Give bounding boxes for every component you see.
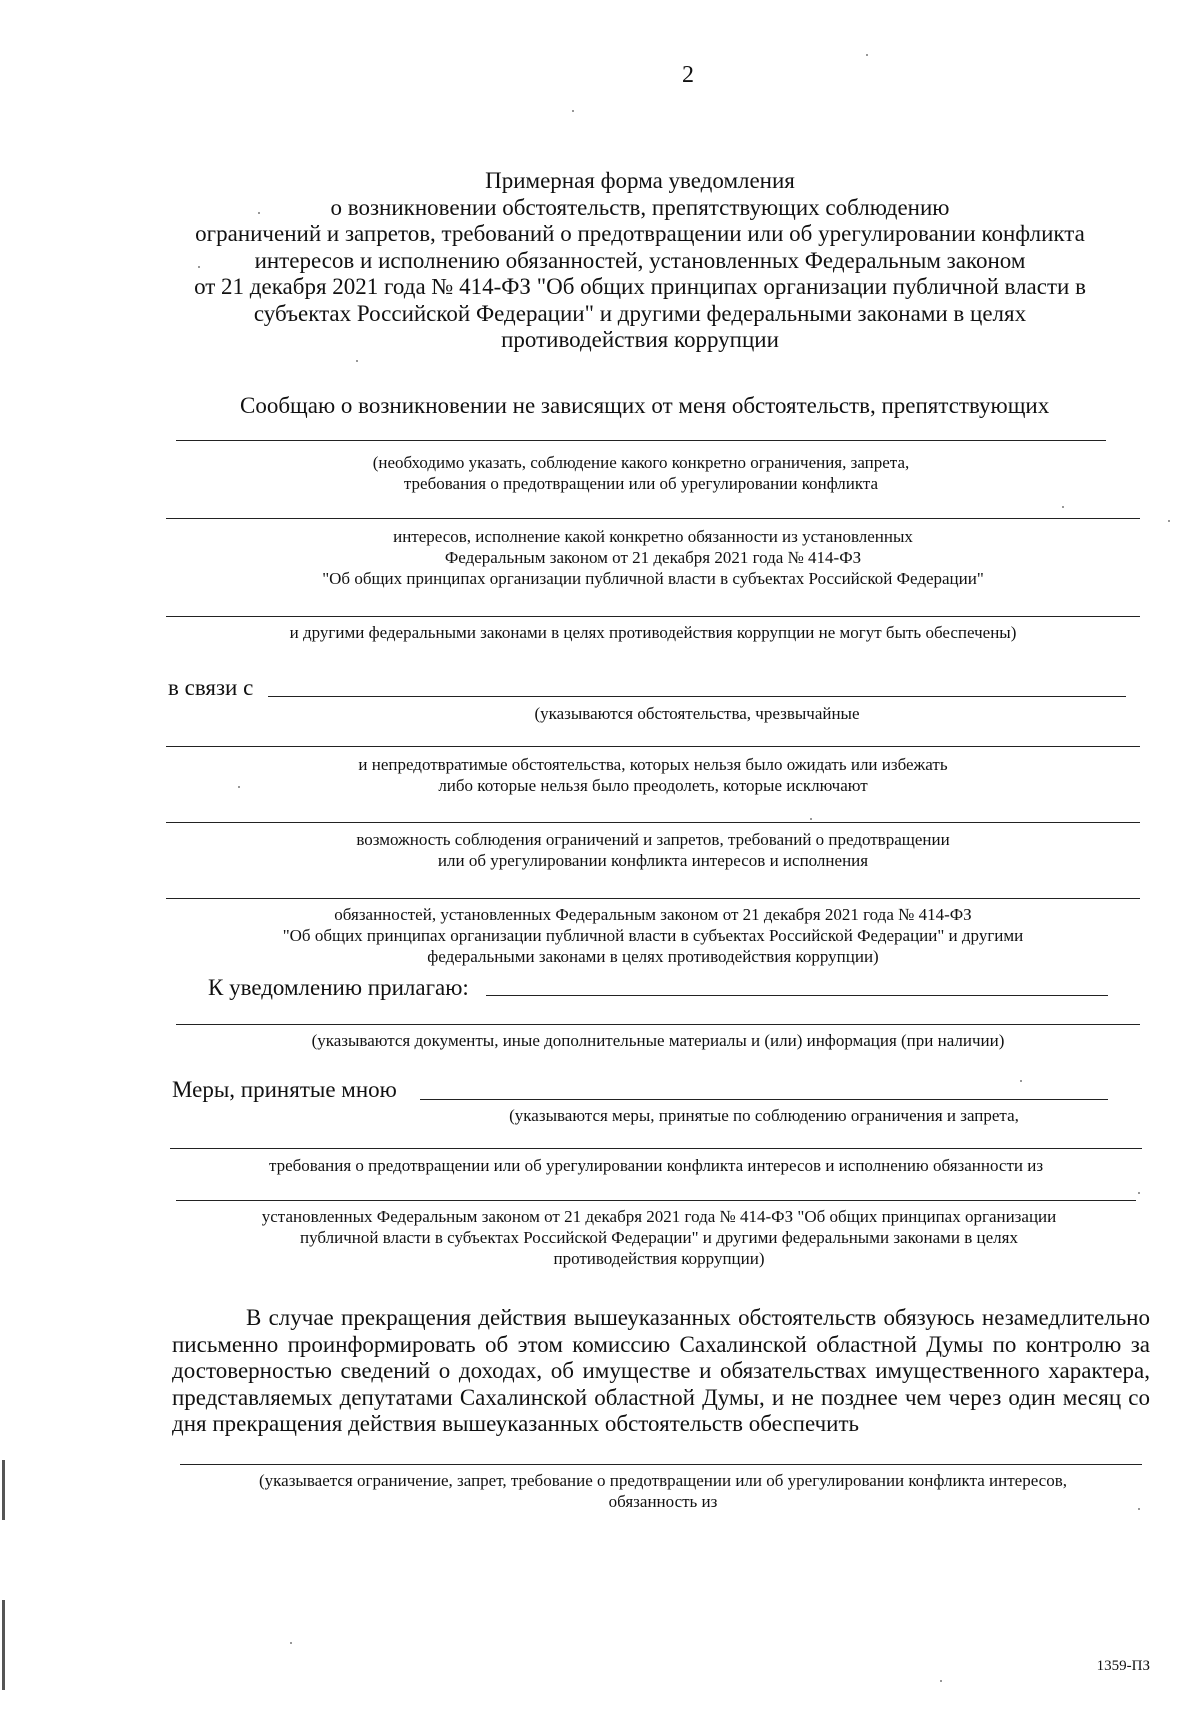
scan-speck [356, 360, 358, 362]
fill-line-restriction[interactable] [180, 1464, 1142, 1465]
scan-speck [572, 110, 574, 112]
attachments-label: К уведомлению прилагаю: [208, 975, 469, 1000]
hint-obstacles-1: (необходимо указать, соблюдение какого конкретно ограничения, запрета, требования о предотвращении или об урегулировании конфликта [372, 453, 910, 493]
hint-circumstances-4: обязанностей, установленных Федеральным законом от 21 декабря 2021 года № 414-ФЗ "Об общих принципах организации публичной власти в субъектах Российской Федерации" и другими федеральными законами в целях противодействия коррупции) [282, 905, 1024, 966]
fill-line-measures-3[interactable] [176, 1200, 1136, 1201]
fill-line-circumstances[interactable] [268, 696, 1126, 697]
title-line: противодействия коррупции [501, 327, 779, 352]
scan-edge-mark [2, 1460, 5, 1520]
form-title [140, 168, 1140, 354]
hint-obstacles-2: интересов, исполнение какой конкретно обязанности из установленных Федеральным законом от 21 декабря 2021 года № 414-ФЗ "Об общих принципах организации публичной власти в субъектах Российской Федерации" [322, 527, 984, 588]
fill-line-circumstances-2[interactable] [166, 746, 1140, 747]
title-line: о возникновении обстоятельств, препятствующих соблюдению [330, 194, 950, 220]
scan-edge-mark [2, 1600, 5, 1690]
scan-speck [940, 1680, 942, 1682]
hint-measures-3: установленных Федеральным законом от 21 декабря 2021 года № 414-ФЗ "Об общих принципах организации публичной власти в субъектах Российской Федерации" и другими федеральными законами в целях противодействия коррупции) [261, 1207, 1057, 1268]
title-line: Примерная форма уведомления [485, 168, 795, 193]
fill-line-measures[interactable] [420, 1099, 1108, 1100]
page-number: 2 [682, 62, 694, 88]
in-connection-label: в связи с [168, 675, 254, 700]
title-line: субъектах Российской Федерации" и другими федеральными законами в целях [253, 300, 1027, 326]
scan-speck [810, 818, 812, 820]
closing-paragraph: В случае прекращения действия вышеуказанных обстоятельств обязуюсь незамедлительно письменно проинформировать об этом комиссию Сахалинской областной Думы по контролю за достоверностью сведений о доходах, об имуществе и обязательствах имущественного характера, представляемых депутатами Сахалинской областной Думы, и не позднее чем через один месяц со дня прекращения действия вышеуказанных обстоятельств обеспечить [172, 1305, 1150, 1437]
intro-text: Сообщаю о возникновении не зависящих от меня обстоятельств, препятствующих [240, 393, 1050, 418]
scan-speck [290, 1642, 292, 1644]
hint-measures-1: (указываются меры, принятые по соблюдению ограничения и запрета, [509, 1106, 1019, 1125]
scan-speck [258, 212, 260, 214]
scan-speck [198, 266, 200, 268]
scan-speck [1168, 520, 1170, 522]
fill-line-obligations[interactable] [166, 518, 1140, 519]
document-code: 1359-ПЗ [1096, 1658, 1150, 1674]
hint-circumstances-2: и непредотвратимые обстоятельства, которых нельзя было ожидать или избежать либо которые нельзя было преодолеть, которые исключают [358, 755, 948, 795]
title-line: интересов и исполнению обязанностей, установленных Федеральным законом [254, 247, 1026, 273]
hint-obstacles-3: и другими федеральными законами в целях противодействия коррупции не могут быть обеспечены) [289, 623, 1017, 642]
fill-line-circumstances-3[interactable] [166, 822, 1140, 823]
measures-label: Меры, принятые мною [172, 1077, 397, 1102]
title-line: ограничений и запретов, требований о предотвращении или об урегулировании конфликта [195, 221, 1085, 246]
scan-speck [1020, 1080, 1022, 1082]
hint-attachments: (указываются документы, иные дополнительные материалы и (или) информация (при наличии) [311, 1031, 1005, 1050]
scan-speck [866, 54, 868, 56]
fill-line-federal-laws[interactable] [166, 616, 1140, 617]
fill-line-measures-2[interactable] [170, 1148, 1142, 1149]
title-line: от 21 декабря 2021 года № 414-ФЗ "Об общих принципах организации публичной власти в [194, 274, 1086, 299]
fill-line-attachments[interactable] [486, 995, 1108, 996]
scan-speck [1138, 1508, 1140, 1510]
hint-circumstances-1: (указываются обстоятельства, чрезвычайные [534, 704, 860, 723]
scan-speck [1138, 1192, 1140, 1194]
hint-measures-2: требования о предотвращении или об урегулировании конфликта интересов и исполнению обязанности из [268, 1156, 1044, 1175]
hint-restriction: (указывается ограничение, запрет, требование о предотвращении или об урегулировании конфликта интересов, обязанность из [259, 1471, 1067, 1511]
hint-circumstances-3: возможность соблюдения ограничений и запретов, требований о предотвращении или об урегулировании конфликта интересов и исполнения [356, 830, 950, 870]
scan-speck [1062, 506, 1064, 508]
fill-line-obstacles[interactable] [176, 440, 1106, 441]
scan-speck [238, 786, 240, 788]
fill-line-attachments-2[interactable] [176, 1024, 1140, 1025]
fill-line-circumstances-4[interactable] [166, 898, 1140, 899]
